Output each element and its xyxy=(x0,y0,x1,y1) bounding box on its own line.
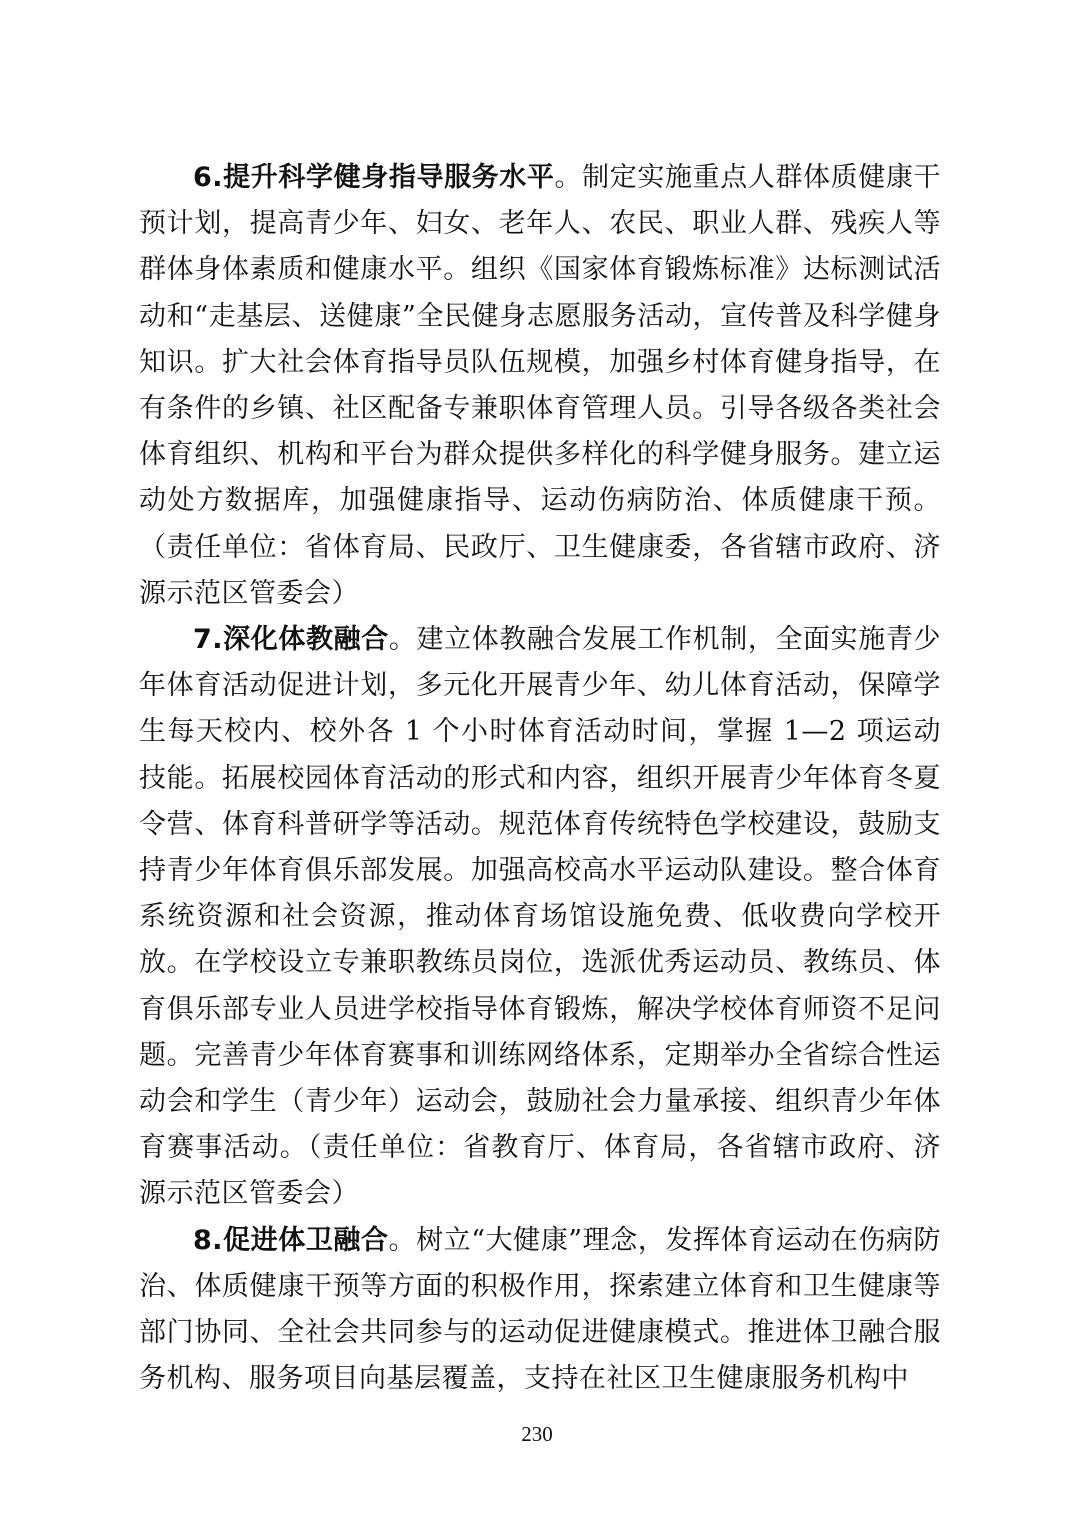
paragraph-8-heading: 8.促进体卫融合 xyxy=(193,1224,389,1256)
page-number: 230 xyxy=(521,1422,553,1446)
page-body xyxy=(139,155,941,1402)
paragraph-6-heading: 6.提升科学健身指导服务水平 xyxy=(193,162,555,193)
paragraph-7 xyxy=(139,617,941,1218)
paragraph-8-body: 。树立“大健康”理念，发挥体育运动在伤病防治、体质健康干预等方面的积极作用，探索建立体育和卫生健康等部门协同、全社会共同参与的运动促进健康模式。推进体卫融合服务机构、服务项目向基层覆盖，支持在社区卫生健康服务机构中 xyxy=(139,1224,942,1395)
paragraph-6-body: 。制定实施重点人群体质健康干预计划，提高青少年、妇女、老年人、农民、职业人群、残疾人等群体身体素质和健康水平。组织《国家体育锻炼标准》达标测试活动和“走基层、送健康”全民健身志愿服务活动，宣传普及科学健身知识。扩大社会体育指导员队伍规模，加强乡村体育健身指导，在有条件的乡镇、社区配备专兼职体育管理人员。引导各级各类社会体育组织、机构和平台为群众提供多样化的科学健身服务。建立运动处方数据库，加强健康指导、运动伤病防治、体质健康干预。（责任单位：省体育局、民政厅、卫生健康委，各省辖市政府、济源示范区管委会） xyxy=(139,162,942,609)
paragraph-8 xyxy=(139,1218,941,1403)
paragraph-7-body: 。建立体教融合发展工作机制，全面实施青少年体育活动促进计划，多元化开展青少年、幼儿体育活动，保障学生每天校内、校外各 1 个小时体育活动时间，掌握 1—2 项运动技能。拓展校园体育活动的形式和内容，组织开展青少年体育冬夏令营、体育科普研学等活动。规范体育传统特色学校建设，鼓励支持青少年体育俱乐部发展。加强高校高水平运动队建设。整合体育系统资源和社会资源，推动体育场馆设施免费、低收费向学校开放。在学校设立专兼职教练员岗位，选派优秀运动员、教练员、体育俱乐部专业人员进学校指导体育锻炼，解决学校体育师资不足问题。完善青少年体育赛事和训练网络体系，定期举办全省综合性运动会和学生（青少年）运动会，鼓励社会力量承接、组织青少年体育赛事活动。（责任单位：省教育厅、体育局，各省辖市政府、济源示范区管委会） xyxy=(139,624,942,1210)
paragraph-7-heading: 7.深化体教融合 xyxy=(193,624,389,656)
paragraph-6 xyxy=(139,155,941,617)
